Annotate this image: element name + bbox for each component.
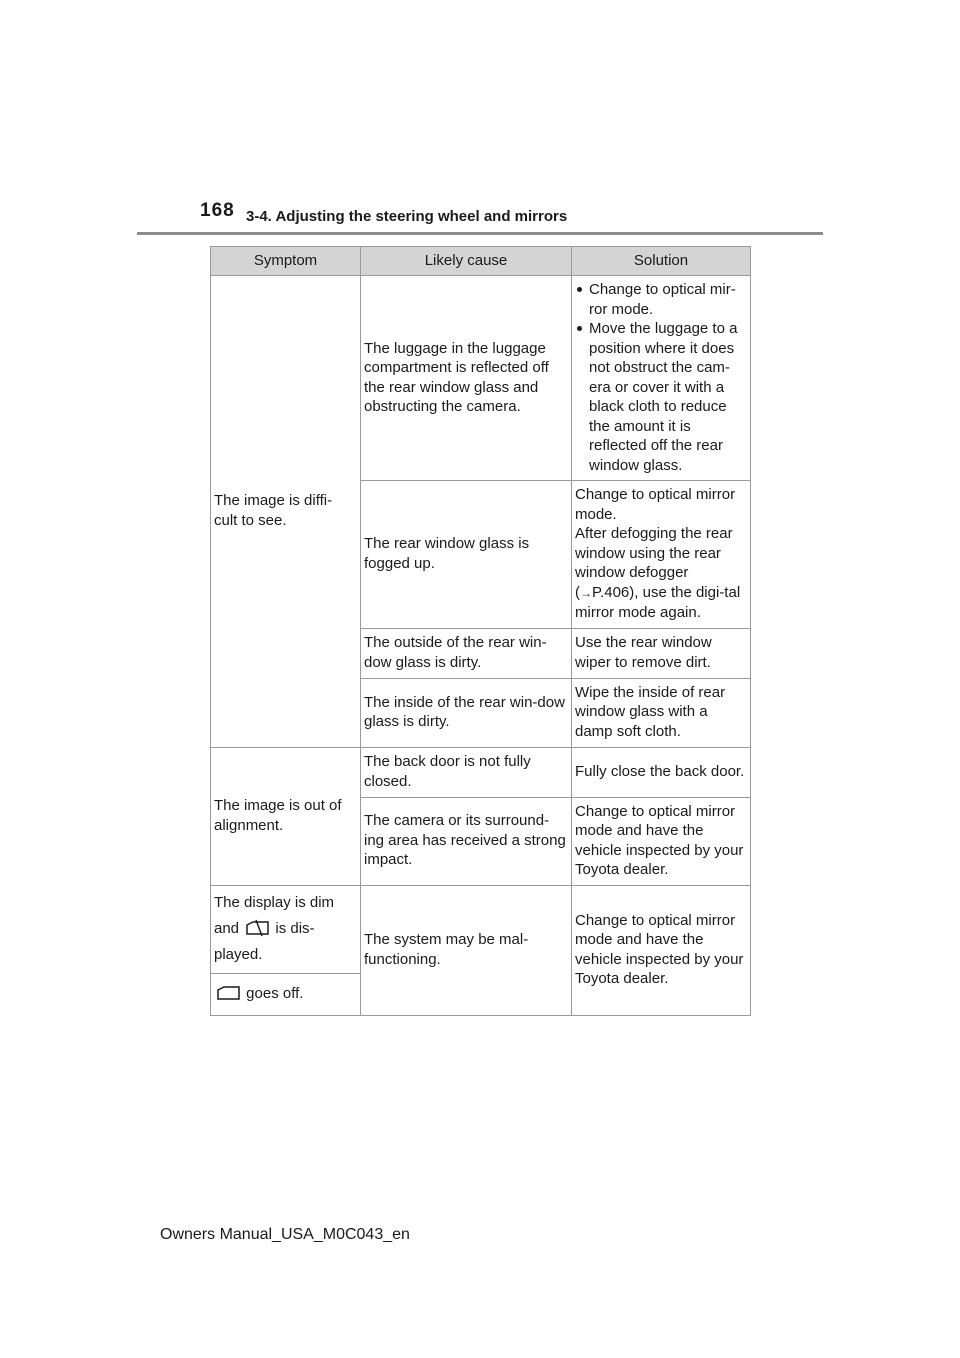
troubleshooting-table <box>210 246 751 1016</box>
footer-manual-id: Owners Manual_USA_M0C043_en <box>160 1226 410 1243</box>
cause-cell <box>361 276 572 481</box>
symptom-text: The display is dim <box>214 893 335 911</box>
cause-cell <box>361 628 572 678</box>
solution-cell <box>572 678 751 747</box>
column-header-likely-cause: Likely cause <box>361 247 572 276</box>
cause-cell <box>361 747 572 797</box>
solution-bullet-list <box>575 280 746 475</box>
table-row <box>211 747 751 797</box>
symptom-text: The image is out of alignment. <box>214 797 342 834</box>
cause-cell <box>361 885 572 1015</box>
section-title: 3-4. Adjusting the steering wheel and mirrors <box>246 208 568 225</box>
solution-text: Change to optical mirror mode. <box>575 486 736 523</box>
symptom-text: played. <box>214 945 263 963</box>
solution-cell <box>572 797 751 885</box>
solution-text: P.406), use the digi-tal mirror mode again. <box>575 583 741 621</box>
solution-text: After defogging the rear window using the rear window defogger ( <box>575 525 733 601</box>
solution-cell <box>572 276 751 481</box>
table-row <box>211 885 751 973</box>
column-header-symptom: Symptom <box>211 247 361 276</box>
solution-cell <box>572 628 751 678</box>
table-row <box>211 276 751 481</box>
symptom-text: is dis- <box>275 919 315 937</box>
cause-cell <box>361 481 572 629</box>
cause-text: The rear window glass is fogged up. <box>364 535 530 572</box>
symptom-cell <box>211 276 361 748</box>
cause-text: The inside of the rear win-dow glass is dirty. <box>364 693 565 730</box>
digital-mirror-icon <box>214 984 242 1002</box>
symptom-text: and <box>214 919 240 937</box>
column-header-solution: Solution <box>572 247 751 276</box>
solution-text: Change to optical mirror mode and have the vehicle inspected by your Toyota dealer. <box>575 911 744 987</box>
digital-mirror-slashed-icon <box>243 919 271 937</box>
symptom-text: goes off. <box>246 984 304 1002</box>
solution-text: Fully close the back door. <box>575 762 745 780</box>
cause-text: The back door is not fully closed. <box>364 753 531 790</box>
cause-cell <box>361 797 572 885</box>
solution-cell <box>572 885 751 1015</box>
solution-text: Wipe the inside of rear window glass with a damp soft cloth. <box>575 683 726 740</box>
solution-text: Change to optical mirror mode and have the vehicle inspected by your Toyota dealer. <box>575 802 744 878</box>
solution-cell <box>572 747 751 797</box>
cause-text: The system may be mal-functioning. <box>364 931 529 968</box>
solution-text: Use the rear window wiper to remove dirt. <box>575 634 712 671</box>
solution-bullet: Change to optical mir-ror mode. <box>575 280 746 319</box>
table-header-row <box>211 247 751 276</box>
cause-cell <box>361 678 572 747</box>
cause-text: The camera or its surround-ing area has received a strong impact. <box>364 812 566 869</box>
symptom-cell <box>211 973 361 1015</box>
symptom-cell <box>211 747 361 885</box>
header-divider <box>137 232 823 235</box>
cause-text: The luggage in the luggage compartment is reflected off the rear window glass and obstructing the camera. <box>364 339 549 415</box>
solution-cell <box>572 481 751 629</box>
page-number: 168 <box>200 200 235 221</box>
solution-bullet: Move the luggage to a position where it does not obstruct the cam-era or cover it with a black cloth to reduce the amount it is reflected off the rear window glass. <box>575 319 746 475</box>
symptom-cell <box>211 885 361 973</box>
page-reference-arrow-icon: → <box>580 585 592 600</box>
symptom-text: The image is diffi- cult to see. <box>214 492 333 529</box>
cause-text: The outside of the rear win-dow glass is dirty. <box>364 634 547 671</box>
